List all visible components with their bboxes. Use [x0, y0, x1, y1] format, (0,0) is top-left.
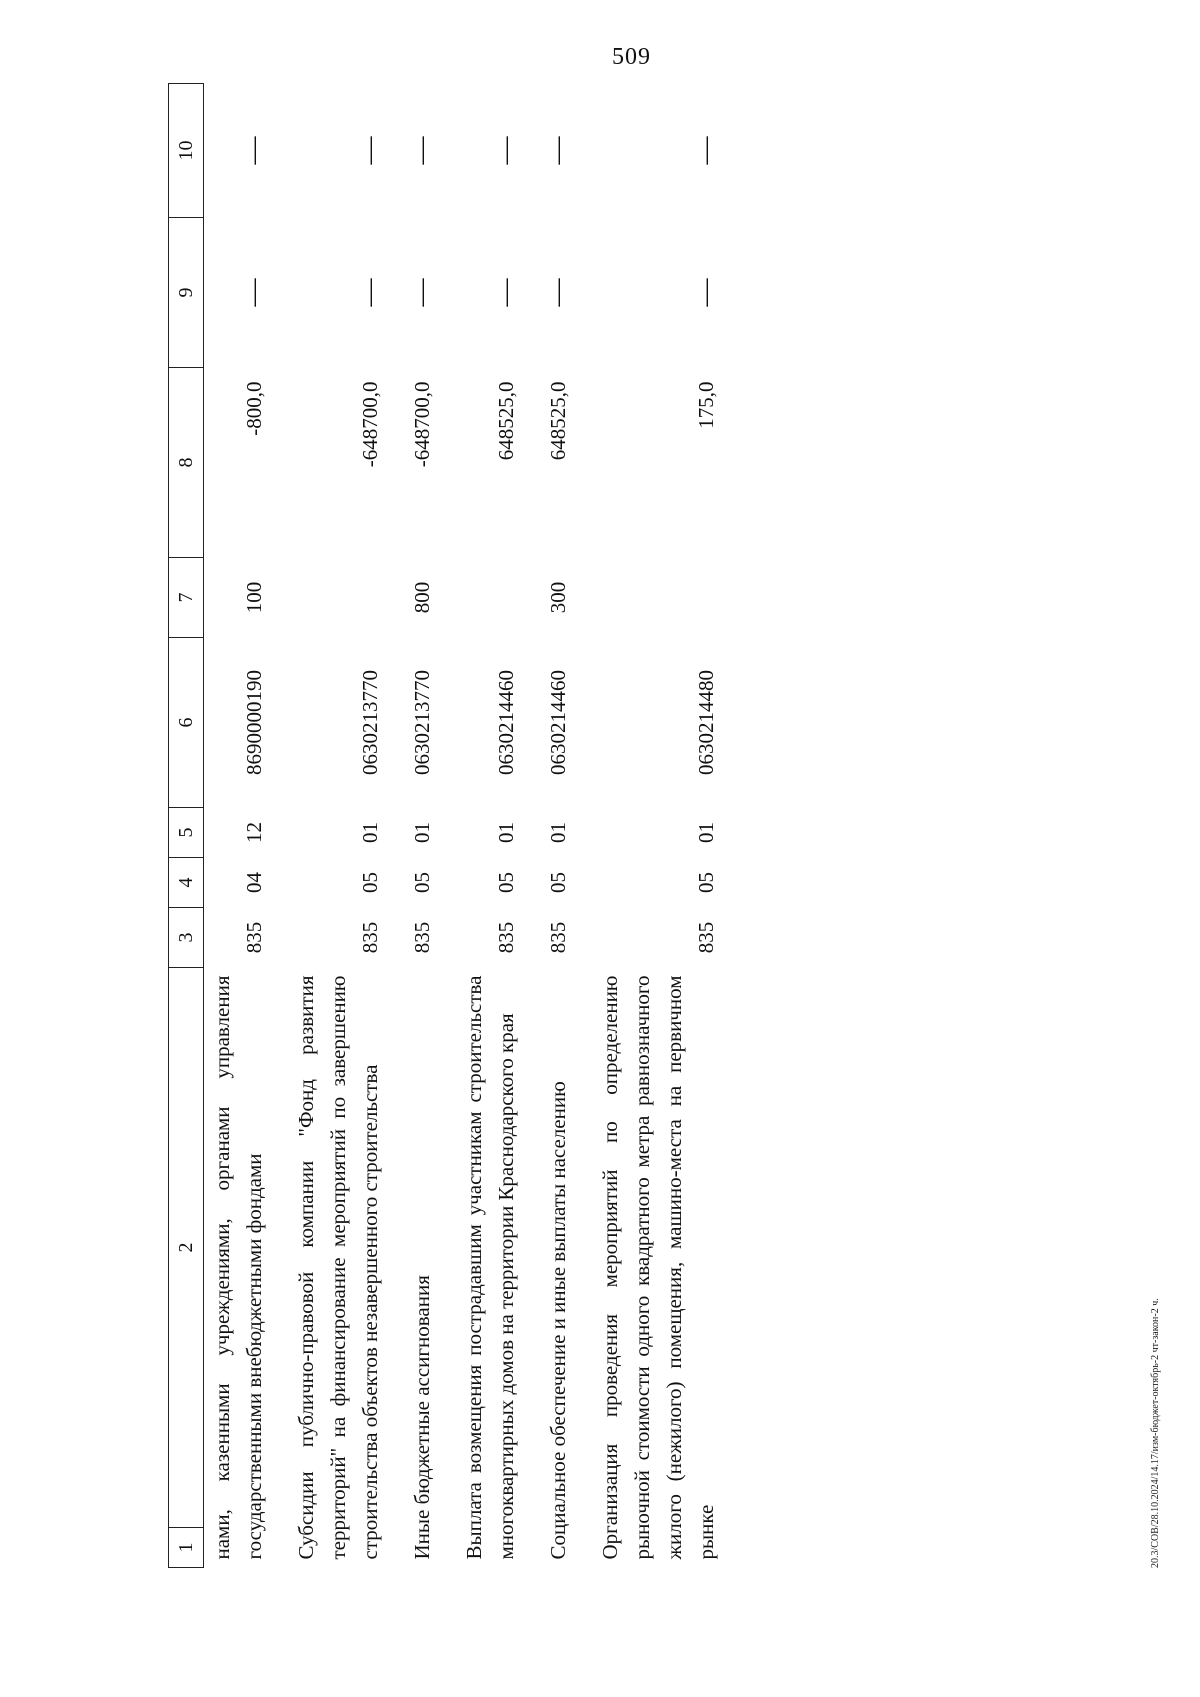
cell-amount: -648700,0	[358, 381, 382, 468]
cell-subsection: 01	[694, 822, 718, 843]
header-col-6: 6	[169, 638, 204, 808]
cell-glava: 835	[546, 921, 570, 954]
cell-col9: —	[406, 278, 437, 307]
cell-col10: —	[238, 136, 269, 165]
header-col-10: 10	[169, 84, 204, 218]
cell-target-article: 0630214480	[694, 670, 718, 775]
cell-amount: 175,0	[694, 381, 718, 429]
cell-col9: —	[542, 278, 573, 307]
cell-col10: —	[690, 136, 721, 165]
document-footer-note: 20.3/СОВ/28.10.2024/14.17/изм-бюджет-октябрь-2 чт-закон-2 ч.	[1150, 1298, 1161, 1568]
cell-section: 04	[242, 872, 266, 893]
cell-section: 05	[694, 872, 718, 893]
header-col-7: 7	[169, 558, 204, 638]
cell-glava: 835	[410, 921, 434, 954]
table-row	[204, 84, 271, 1568]
header-col-2: 2	[169, 968, 204, 1528]
cell-section: 05	[410, 872, 434, 893]
row-name: Социальное обеспечение и иные выплаты населению	[546, 1081, 570, 1560]
table-row	[522, 84, 574, 1568]
cell-amount: 648525,0	[494, 381, 518, 461]
cell-target-article: 0630214460	[494, 670, 518, 775]
table-row	[270, 84, 386, 1568]
cell-col9: —	[354, 278, 385, 307]
cell-section: 05	[546, 872, 570, 893]
cell-section: 05	[358, 872, 382, 893]
rotated-table-container	[168, 84, 1088, 1568]
cell-col10: —	[406, 136, 437, 165]
cell-col10: —	[490, 136, 521, 165]
cell-subsection: 01	[358, 822, 382, 843]
cell-amount: 648525,0	[546, 381, 570, 461]
cell-target-article: 0630213770	[358, 670, 382, 775]
table-row	[574, 84, 722, 1568]
row-name: нами, казенными учреждениями, органами управления государственными внебюджетными фондами	[210, 975, 266, 1560]
cell-expense-type	[438, 558, 522, 638]
row-name: Субсидии публично-правовой компании "Фонд развития территорий" на финансирование мероприятий по завершению строительства объектов незавершенного строительства	[294, 975, 382, 1560]
cell-glava: 835	[694, 921, 718, 954]
header-col-9: 9	[169, 218, 204, 368]
cell-glava: 835	[242, 921, 266, 954]
cell-col10: —	[542, 136, 573, 165]
cell-expense-type: 300	[546, 581, 570, 614]
header-col-1: 1	[169, 1528, 204, 1568]
cell-glava: 835	[358, 921, 382, 954]
cell-expense-type	[270, 558, 386, 638]
row-name: Иные бюджетные ассигнования	[410, 1275, 434, 1560]
cell-expense-type: 100	[242, 581, 266, 614]
cell-amount: -648700,0	[410, 381, 434, 468]
cell-section: 05	[494, 872, 518, 893]
cell-subsection: 12	[242, 822, 266, 843]
cell-col9: —	[690, 278, 721, 307]
cell-subsection: 01	[410, 822, 434, 843]
header-col-3: 3	[169, 908, 204, 968]
cell-subsection: 01	[546, 822, 570, 843]
table-row	[438, 84, 522, 1568]
page-number: 509	[612, 44, 651, 70]
row-name: Организация проведения мероприятий по определению рыночной стоимости одного квадратного метра равнозначного жилого (нежилого) помещения, машино-места на первичном рынке	[598, 975, 718, 1560]
cell-subsection: 01	[494, 822, 518, 843]
cell-target-article: 0630213770	[410, 670, 434, 775]
cell-target-article: 8690000190	[242, 670, 266, 775]
cell-expense-type: 800	[410, 581, 434, 614]
cell-col9: —	[238, 278, 269, 307]
header-col-4: 4	[169, 858, 204, 908]
header-col-8: 8	[169, 368, 204, 558]
cell-col10: —	[354, 136, 385, 165]
cell-target-article: 0630214460	[546, 670, 570, 775]
budget-table	[168, 83, 722, 1568]
table-row	[386, 84, 438, 1568]
header-col-5: 5	[169, 808, 204, 858]
row-name: Выплата возмещения пострадавшим участникам строительства многоквартирных домов на территории Краснодарского края	[462, 975, 518, 1560]
cell-glava: 835	[494, 921, 518, 954]
table-header-row	[169, 84, 204, 1568]
cell-amount: -800,0	[242, 381, 266, 436]
cell-expense-type	[574, 558, 722, 638]
cell-col9: —	[490, 278, 521, 307]
